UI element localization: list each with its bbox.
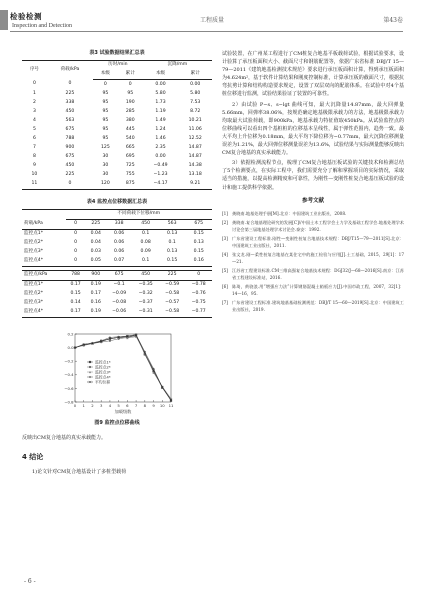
table4-cell: 0.13 — [167, 249, 178, 255]
data-point — [89, 376, 91, 378]
table3-cell: −0.49 — [153, 162, 168, 168]
table4-cell: 0.04 — [90, 240, 101, 246]
table3-cell: 380 — [125, 117, 135, 123]
table3-cell: 225 — [65, 90, 75, 96]
table4-row — [22, 257, 212, 267]
table3-cell: 285 — [125, 108, 135, 114]
table4-load-value: 450 — [132, 219, 159, 229]
table4-load-value: 338 — [106, 219, 133, 229]
table4-cell: 0.05 — [86, 257, 106, 267]
table3-cell: 8 — [32, 153, 36, 159]
table3-cell: 0 — [47, 180, 93, 190]
y-tick-label: 0.2 — [67, 331, 74, 337]
right-column — [222, 50, 404, 316]
header-accent-block — [0, 10, 8, 30]
table4-cell: −0.75 — [191, 300, 206, 306]
table3-cell: 8.72 — [190, 108, 201, 114]
table3-cell: 2.35 — [155, 144, 166, 150]
table3-cell: 95 — [102, 99, 109, 105]
legend-label: 监控点2* — [95, 364, 111, 370]
table3-cell: 450 — [65, 108, 75, 114]
table3-cell: 190 — [125, 99, 135, 105]
table3-row — [22, 171, 212, 180]
reference-item — [222, 284, 404, 297]
table3-row — [22, 125, 212, 134]
x-tick-label: 9 — [152, 403, 155, 409]
table4-cell: −0.08 — [112, 300, 127, 306]
table3-cell: 7 — [32, 144, 36, 150]
table4-cell: 0.14 — [70, 300, 81, 306]
table3-cell: 0.00 — [155, 81, 166, 87]
right-paragraph-3: 3）依据检测流程节点，梳理了CM复合地基压板试验的关键技术和检测总结了5个检测要点，在实际工程中，我们需要充分了解和掌握项目的实际情况，采取适当的措施，以提高检测精度和可靠性，为刚性—变刚性桩复合地基压板试验的设计和施工提供科学依据。 — [222, 160, 404, 191]
table3-cell: 3 — [32, 108, 36, 114]
table3-cell: 695 — [125, 153, 135, 159]
legend-label: 监控点1* — [95, 359, 111, 365]
table3-col-time-cum: 累计 — [118, 70, 143, 80]
reference-number: [5] — [222, 268, 228, 274]
table3-cell: 225 — [65, 171, 75, 177]
table4-cell: 0.1 — [168, 240, 176, 246]
table3-cell: 0 — [103, 81, 107, 87]
table3-col-load: 荷载/kPa — [47, 61, 93, 80]
table4-load-value: 788 — [66, 271, 86, 281]
reference-text: 龚晓南.复合地基理论研究的发展[C]//中国土木工程学会土力学及基础工程学会.地基处理学术讨论会第三届地基处理学术讨论会.泰安：1992. — [232, 220, 404, 232]
table4-cell: 0.04 — [90, 231, 101, 237]
table3-cell: 900 — [65, 144, 75, 150]
table3-cell: 675 — [65, 153, 75, 159]
reference-item — [222, 211, 404, 218]
table4-load-label: 荷载/kPa — [22, 219, 66, 229]
table4-cell: 0.06 — [114, 240, 125, 246]
table4-row — [22, 308, 212, 318]
table4-group-row — [22, 209, 212, 219]
reference-number: [4] — [222, 252, 228, 258]
table4-row — [22, 299, 212, 308]
table4-load-label: 监控点/kPa — [22, 271, 66, 281]
table4-cell: 0.08 — [140, 240, 151, 246]
table3-row — [22, 180, 212, 190]
table3-cell: 1.19 — [155, 108, 166, 114]
right-paragraph-2: 2）由试验 P−s、s−lgt 曲线可知，最大沉降量14.87mm，最大回弹量5.66mm，回弹率38.06%，按规范确定地基极限承载力的方法，地基极限承载力均取最大试验荷载，即900kPa，地基承载力特征值取450kPa。从试验监控点的位移曲线可以看出四个基桩桩的位移基本呈线性，属于弹性范围内，趋势一致。最大平均上升位移为0.18mm，最大平均下降位移为−0.77mm，最大沉降位移测量误差为1.21%，最大回弹位移测量误差为13.6%，试验结果与实际测量能够反映出CM复合地基的真实承载能力。 — [222, 101, 404, 157]
table3-cell: 2 — [32, 99, 36, 105]
table4-load-value: 225 — [86, 219, 106, 229]
table4-cell: 0.17 — [66, 308, 86, 318]
table3-cell: 450 — [65, 162, 75, 168]
column-title: 检验检测 — [10, 12, 42, 21]
table3 — [22, 60, 212, 189]
table4-cell: 0 — [74, 240, 78, 246]
data-point — [89, 361, 91, 363]
legend-label: 监控点3* — [95, 369, 111, 375]
legend-label: 监控点4* — [95, 374, 111, 380]
left-column — [22, 50, 212, 478]
table3-cell: 95 — [102, 90, 109, 96]
table4-cell: 0.19 — [86, 308, 106, 318]
table4-cell: 0 — [66, 257, 86, 267]
table4-cell: 0.15 — [193, 249, 204, 255]
table4-cell: 监控点2* — [24, 291, 44, 297]
table4-load-value: 225 — [159, 271, 186, 281]
reference-item — [222, 300, 404, 313]
table4-cell: 0.15 — [159, 257, 186, 267]
table4-cell: 0.15 — [70, 291, 81, 297]
reference-text: 龚晓南.地基处理手册[M].北京：中国建筑工业出版社，2008. — [232, 210, 347, 216]
table3-cell: 95 — [102, 126, 109, 132]
right-paragraph-1: 试验装置，在广州某工程进行了CM桩复合地基平板载荷试验，根据试验要求，设计验算了承压板面积大小、截面尺寸和钢筋配置等，依据广东省标准 DBJ/T 15—79—2011《建筑地基检测技术规范》要求进行承压板面积计算，得到承压板面积为4.624m²，基于软件计算结果和刚度控制标准，计算承压板的截面尺寸，根据抗弯抗剪计算和结构构造要求规定，设置了双层双向的配筋体系。在试验中对4个基桩位移进行监测，试验结果验证了装置的可靠性。 — [222, 51, 404, 98]
table3-row — [22, 80, 212, 90]
table4-cell: −0.37 — [138, 300, 153, 306]
x-tick-label: 10 — [159, 403, 165, 409]
table3-cell: 9.21 — [178, 180, 212, 190]
data-point — [109, 340, 111, 342]
y-tick-label: −0.4 — [64, 372, 74, 378]
table3-row — [22, 89, 212, 98]
table3-cell: 6 — [32, 135, 36, 141]
table3-cell: 95 — [127, 90, 134, 96]
x-tick-label: 5 — [117, 403, 120, 409]
table3-cell: 540 — [125, 135, 135, 141]
table3-cell: −4.17 — [143, 180, 179, 190]
table3-row — [22, 162, 212, 171]
x-tick-label: 0 — [73, 403, 77, 409]
table4-load-value: 0 — [66, 219, 86, 229]
reference-list — [222, 211, 404, 314]
table4-cell: 0.06 — [114, 231, 125, 237]
table3-cell: 665 — [125, 144, 135, 150]
figure9-chart — [57, 328, 177, 416]
table4-cell: 0.07 — [106, 257, 133, 267]
table3-cell: 788 — [65, 135, 75, 141]
table3-cell: 1 — [32, 90, 36, 96]
table3-cell: 563 — [65, 117, 75, 123]
reference-item — [222, 236, 404, 249]
table4-row — [22, 290, 212, 299]
table4-cell: 监控点3* — [24, 249, 44, 255]
table3-row — [22, 135, 212, 144]
table4-cell: 0 — [74, 249, 78, 255]
table4-row — [22, 248, 212, 257]
table3-row — [22, 98, 212, 107]
figure9-svg — [57, 328, 177, 416]
table4-cell: 0.16 — [185, 257, 212, 267]
column-subtitle: Inspection and Detection — [12, 23, 72, 29]
reference-number: [7] — [222, 300, 228, 306]
table3-cell: 7.53 — [190, 99, 201, 105]
page-header — [0, 0, 427, 38]
table4-cell: 0.13 — [167, 231, 178, 237]
table3-cell: 0 — [128, 81, 132, 87]
table3-cell: 1.49 — [155, 117, 166, 123]
table4-load-value: 0 — [185, 271, 212, 281]
x-tick-label: 1 — [82, 403, 85, 409]
table3-cell: 725 — [125, 162, 135, 168]
table4-cell: −0.31 — [132, 308, 159, 318]
table3-cell: 11 — [22, 180, 47, 190]
table4-load-value: 563 — [159, 219, 186, 229]
table3-cell: 1.73 — [155, 99, 166, 105]
table4-cell: 0.1 — [132, 257, 159, 267]
table4-load-row-b — [22, 271, 212, 281]
reference-item — [222, 268, 404, 281]
table3-cell: 95 — [102, 108, 109, 114]
table4-cell: −0.09 — [112, 291, 127, 297]
table3-row — [22, 116, 212, 125]
table4-cell: 监控点1* — [24, 231, 44, 237]
table3-cell: 10.21 — [188, 117, 202, 123]
x-tick-label: 4 — [108, 403, 112, 409]
data-point — [89, 366, 91, 368]
table4-load-value: 675 — [185, 219, 212, 229]
table3-cell: 12.52 — [188, 135, 202, 141]
table4-row — [22, 281, 212, 291]
y-tick-label: −0.8 — [64, 399, 74, 405]
table3-row — [22, 144, 212, 153]
x-tick-label: 7 — [134, 403, 138, 409]
table4-cell: 监控点1* — [24, 282, 44, 288]
table3-cell: −1.23 — [153, 171, 168, 177]
y-tick-label: −0.6 — [64, 386, 74, 392]
table4-load-value: 450 — [132, 271, 159, 281]
table3-cell: 14.38 — [188, 162, 202, 168]
table3-cell: 0 — [68, 81, 72, 87]
table4-cell: 0.19 — [90, 282, 101, 288]
table4-cell: −0.58 — [159, 308, 186, 318]
x-tick-label: 6 — [126, 403, 129, 409]
table3-cell: 13.18 — [188, 171, 202, 177]
table4-cell: 0.1 — [141, 231, 150, 237]
table3-cell: 14.87 — [188, 153, 202, 159]
table3-group-settle: 沉降/mm — [143, 61, 212, 71]
conclusion-paragraph-1: 1)论文针对CM复合地基设计了多桩型载荷 — [32, 468, 127, 475]
table4-cell: 0.15 — [193, 231, 204, 237]
table4-load-value: 675 — [106, 271, 133, 281]
table4-cell: 0.17 — [70, 282, 81, 288]
reference-number: [2] — [222, 220, 228, 226]
table4-cell: −0.58 — [165, 291, 180, 297]
reference-text: 广东省建设工程标准.刚性—变刚性桩复合地基技术规程：DBJ/T15—79—2011[S].北京：中国建筑工业出版社，2011. — [232, 236, 404, 248]
table3-row — [22, 107, 212, 116]
table4-cell: −0.35 — [138, 282, 153, 288]
section4-heading: 4 结论 — [22, 452, 44, 461]
table3-cell: 4 — [32, 117, 36, 123]
table4-cell: −0.76 — [191, 291, 206, 297]
table4 — [22, 209, 212, 318]
volume-label: 第43卷 — [383, 17, 403, 24]
table3-cell: 30 — [102, 171, 109, 177]
table3-cell: 875 — [118, 180, 143, 190]
table3-col-settle-cum: 累计 — [178, 70, 212, 80]
table4-cell: 0.06 — [114, 249, 125, 255]
header-rule — [10, 31, 403, 32]
table3-cell: 95 — [102, 117, 109, 123]
x-tick-label: 2 — [91, 403, 94, 409]
table4-row — [22, 239, 212, 248]
table4-cell: −0.78 — [191, 282, 206, 288]
table3-cell: 30 — [102, 162, 109, 168]
table3-cell: 1.46 — [155, 135, 166, 141]
reference-text: 陈琦，黄骁浪.用“增强应力法”计算钢筋混凝土箱板应力[J].中国市政工程，2007，32[1]：14—16，95. — [232, 284, 404, 296]
table3-cell: 0.00 — [190, 81, 201, 87]
table4-row — [22, 230, 212, 240]
table4-cell: 监控点3* — [24, 300, 44, 306]
reference-item — [222, 220, 404, 233]
reference-number: [1] — [222, 210, 228, 216]
table3-row — [22, 153, 212, 162]
table4-cell: 0 — [74, 231, 78, 237]
table4-cell: −0.32 — [138, 291, 153, 297]
y-tick-label: 0.0 — [67, 345, 74, 351]
table3-cell: 120 — [93, 180, 118, 190]
table3-cell: 95 — [102, 135, 109, 141]
table3-cell: 0.00 — [155, 153, 166, 159]
table3-cell: 0 — [32, 81, 36, 87]
table4-cell: −0.59 — [165, 282, 180, 288]
table3-cell: 5 — [32, 126, 36, 132]
table3-cell: 14.87 — [188, 144, 202, 150]
table3-cell: 5.80 — [190, 90, 201, 96]
reference-item — [222, 252, 404, 265]
table4-cell: −0.1 — [113, 282, 125, 288]
table3-cell: 30 — [102, 153, 109, 159]
reference-number: [6] — [222, 284, 228, 290]
table4-cell: −0.06 — [106, 308, 133, 318]
left-paragraph-after-figure: 反映出CM复合地基的真实承载能力。 — [22, 434, 106, 441]
references-title: 参考文献 — [301, 197, 324, 204]
reference-text: 张文龙.刚—柔性桩复合地基在某住宅中的施工检验与应用[J].土工基础，2015，29[1]：17—21. — [232, 252, 404, 264]
table4-cell: 0.16 — [90, 300, 101, 306]
table3-cell: 125 — [101, 144, 110, 150]
journal-name: 工程质量 — [200, 17, 225, 24]
table3-cell: 675 — [65, 126, 75, 132]
table3-col-time-this: 本级 — [93, 70, 118, 80]
y-tick-label: −0.2 — [64, 358, 74, 364]
table4-cell: 监控点4* — [22, 308, 66, 318]
reference-number: [3] — [222, 236, 228, 242]
reference-text: 江苏省工程建设标准.CM三维高强复合地基技术规程：DGJ32/J—68—2016[S].南京：江苏省工程建设标准站，2016. — [232, 268, 404, 280]
x-tick-label: 11 — [168, 403, 174, 409]
table3-cell: 5.80 — [155, 90, 166, 96]
figure9-caption: 图9 监控点位移曲线 — [94, 420, 140, 427]
table4-load-row-a — [22, 219, 212, 229]
table4-cell: 0.13 — [193, 240, 204, 246]
table3-cell: 338 — [65, 99, 75, 105]
table3-col-settle-this: 本级 — [143, 70, 179, 80]
table3-group-time: 历时/min — [93, 61, 143, 71]
table4-empty-cell — [22, 209, 66, 219]
table3-cell: 9 — [32, 162, 36, 168]
table4-cell: 0.09 — [140, 249, 151, 255]
reference-text: 广东省建设工程标准.建筑地基基础检测规范：DBJ/T 15—60—2019[S].北京：中国建筑工业出版社，2019. — [232, 300, 404, 312]
table3-cell: 10 — [31, 171, 38, 177]
page-number: - 6 - — [24, 578, 36, 585]
table3-cell: 1.24 — [155, 126, 166, 132]
table3-cell: 445 — [125, 126, 135, 132]
table4-load-value: 900 — [86, 271, 106, 281]
table3-col-seq: 序号 — [22, 61, 47, 80]
x-tick-label: 8 — [143, 403, 147, 409]
table4-group-header: 不同荷载下位移/mm — [66, 209, 212, 219]
table4-caption: 表4 监控点位移数据汇总表 — [86, 198, 148, 205]
table3-cell: 11.06 — [188, 126, 202, 132]
table4-cell: 监控点4* — [22, 257, 66, 267]
table4-cell: −0.57 — [165, 300, 180, 306]
table3-cell: 755 — [125, 171, 135, 177]
table4-cell: −0.77 — [185, 308, 212, 318]
table4-cell: 0.03 — [90, 249, 101, 255]
table3-caption: 表3 试验数据结果汇总表 — [89, 50, 145, 56]
x-axis-label: 加载级数 — [114, 409, 132, 415]
x-tick-label: 3 — [99, 403, 103, 409]
legend-label: 平均位移 — [95, 379, 111, 385]
table4-cell: 0.17 — [90, 291, 101, 297]
table4-cell: 监控点2* — [24, 240, 44, 246]
